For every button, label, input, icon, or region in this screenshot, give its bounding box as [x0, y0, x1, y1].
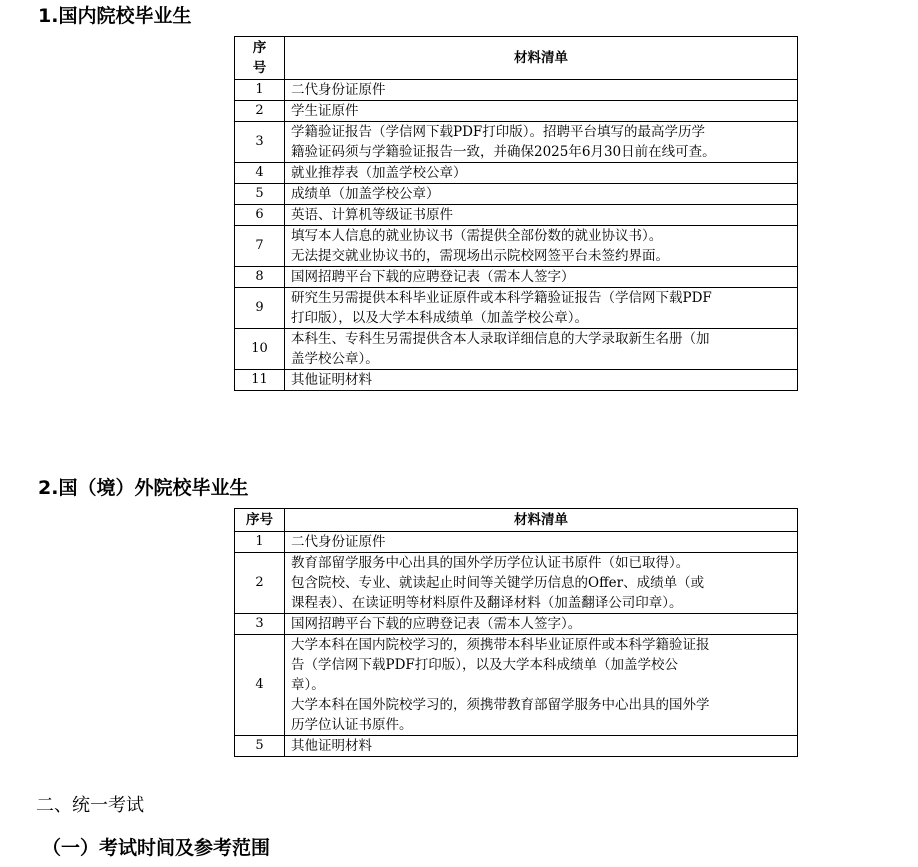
material-cell — [285, 101, 798, 122]
material-cell — [285, 370, 798, 391]
table-body — [235, 532, 798, 757]
table-row — [235, 163, 798, 184]
material-text-line: 章）。 — [291, 677, 325, 693]
table-header-row — [235, 37, 798, 80]
table-row — [235, 80, 798, 101]
row-number: 2 — [235, 101, 285, 122]
row-number: 8 — [235, 267, 285, 288]
material-text-line: 其他证明材料 — [291, 372, 372, 388]
table-row — [235, 553, 798, 614]
material-text-line: 二代身份证原件 — [291, 82, 386, 98]
table-row — [235, 267, 798, 288]
row-number: 5 — [235, 736, 285, 757]
material-text-line: 学生证原件 — [291, 103, 359, 119]
material-cell — [285, 184, 798, 205]
material-cell — [285, 532, 798, 553]
material-header: 材料清单 — [285, 37, 798, 80]
row-number: 4 — [235, 163, 285, 184]
material-text-line: 英语、计算机等级证书原件 — [291, 207, 453, 223]
row-number: 10 — [235, 329, 285, 370]
overseas-materials-table — [234, 508, 798, 757]
material-cell — [285, 635, 798, 736]
material-text-line: 本科生、专科生另需提供含本人录取详细信息的大学录取新生名册（加 — [291, 331, 710, 347]
material-cell — [285, 122, 798, 163]
row-number: 4 — [235, 635, 285, 736]
table-row — [235, 184, 798, 205]
domestic-materials-table — [234, 36, 798, 391]
material-text-line: 课程表）、在读证明等材料原件及翻译材料（加盖翻译公司印章）。 — [291, 595, 683, 611]
material-text-line: 就业推荐表（加盖学校公章） — [291, 165, 467, 181]
table-header-row — [235, 509, 798, 532]
material-cell — [285, 267, 798, 288]
row-number: 9 — [235, 288, 285, 329]
row-number: 2 — [235, 553, 285, 614]
table-row — [235, 614, 798, 635]
table-row — [235, 226, 798, 267]
seq-header: 序号 — [235, 509, 285, 532]
table-row — [235, 532, 798, 553]
seq-header — [235, 37, 285, 80]
row-number: 3 — [235, 614, 285, 635]
material-text-line: 研究生另需提供本科毕业证原件或本科学籍验证报告（学信网下载PDF — [291, 290, 712, 306]
material-text-line: 教育部留学服务中心出具的国外学历学位认证书原件（如已取得）。 — [291, 555, 690, 571]
row-number: 1 — [235, 532, 285, 553]
section-2-title: 2.国（境）外院校毕业生 — [38, 477, 249, 499]
material-text-line: 籍验证码须与学籍验证报告一致，并确保2025年6月30日前在线可查。 — [291, 144, 716, 160]
row-number: 7 — [235, 226, 285, 267]
material-cell — [285, 736, 798, 757]
material-text-line: 盖学校公章）。 — [291, 351, 379, 367]
seq-header-line-1: 序 — [252, 40, 267, 56]
table-row — [235, 288, 798, 329]
table-row — [235, 101, 798, 122]
material-header: 材料清单 — [285, 509, 798, 532]
material-text-line: 包含院校、专业、就读起止时间等关键学历信息的Offer、成绩单（或 — [291, 575, 705, 591]
material-text-line: 打印版），以及大学本科成绩单（加盖学校公章）。 — [291, 310, 588, 326]
material-cell — [285, 329, 798, 370]
material-text-line: 无法提交就业协议书的，需现场出示院校网签平台未签约界面。 — [291, 248, 669, 264]
exam-time-scope-subtitle: （一）考试时间及参考范围 — [42, 837, 271, 859]
material-text-line: 历学位认证书原件。 — [291, 717, 413, 733]
section-unified-exam-title: 二、统一考试 — [36, 795, 144, 816]
material-cell — [285, 80, 798, 101]
material-cell — [285, 553, 798, 614]
table-row — [235, 370, 798, 391]
row-number: 6 — [235, 205, 285, 226]
material-cell — [285, 205, 798, 226]
material-text-line: 学籍验证报告（学信网下载PDF打印版）。招聘平台填写的最高学历学 — [291, 124, 706, 140]
section-1-title: 1.国内院校毕业生 — [38, 5, 192, 27]
material-text-line: 其他证明材料 — [291, 738, 372, 754]
material-cell — [285, 614, 798, 635]
row-number: 1 — [235, 80, 285, 101]
table-row — [235, 205, 798, 226]
material-text-line: 大学本科在国外院校学习的，须携带教育部留学服务中心出具的国外学 — [291, 697, 710, 713]
material-text-line: 成绩单（加盖学校公章） — [291, 186, 440, 202]
material-text-line: 填写本人信息的就业协议书（需提供全部份数的就业协议书）。 — [291, 228, 663, 244]
material-text-line: 国网招聘平台下载的应聘登记表（需本人签字） — [291, 269, 575, 285]
table-row — [235, 736, 798, 757]
material-text-line: 告（学信网下载PDF打印版），以及大学本科成绩单（加盖学校公 — [291, 657, 679, 673]
table-body — [235, 80, 798, 391]
material-text-line: 二代身份证原件 — [291, 534, 386, 550]
table-row — [235, 635, 798, 736]
material-cell — [285, 288, 798, 329]
row-number: 5 — [235, 184, 285, 205]
row-number: 3 — [235, 122, 285, 163]
seq-header-line-2: 号 — [252, 60, 267, 76]
material-cell — [285, 226, 798, 267]
table-row — [235, 329, 798, 370]
table-row — [235, 122, 798, 163]
row-number: 11 — [235, 370, 285, 391]
material-cell — [285, 163, 798, 184]
material-text-line: 大学本科在国内院校学习的，须携带本科毕业证原件或本科学籍验证报 — [291, 637, 710, 653]
material-text-line: 国网招聘平台下载的应聘登记表（需本人签字）。 — [291, 616, 582, 632]
